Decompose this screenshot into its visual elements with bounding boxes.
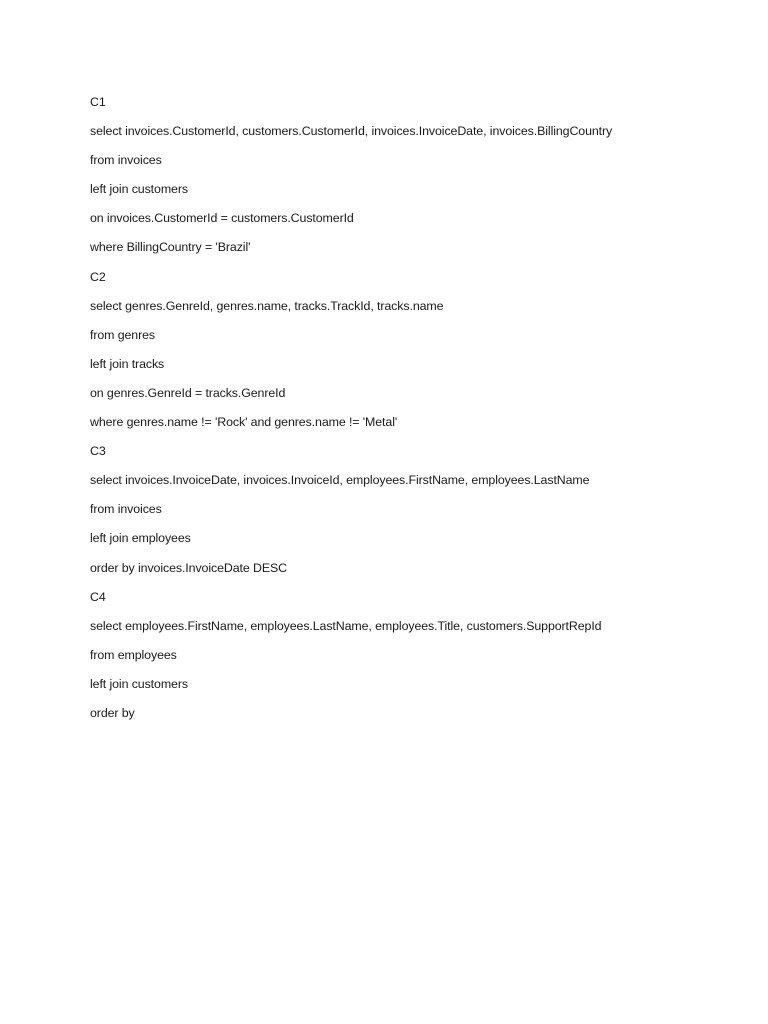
query-line: on invoices.CustomerId = customers.CustomerId (90, 211, 354, 226)
query-line: select invoices.InvoiceDate, invoices.InvoiceId, employees.FirstName, employees.LastName (90, 473, 590, 488)
section-heading-c4: C4 (90, 589, 106, 604)
query-line: select invoices.CustomerId, customers.CustomerId, invoices.InvoiceDate, invoices.BillingCountry (90, 124, 613, 139)
section-heading-c3: C3 (90, 444, 106, 459)
query-line: from invoices (90, 502, 162, 517)
query-line: order by invoices.InvoiceDate DESC (90, 560, 288, 575)
query-line: select employees.FirstName, employees.LastName, employees.Title, customers.SupportRepId (90, 618, 602, 633)
query-line: left join customers (90, 676, 188, 691)
query-line: left join customers (90, 182, 188, 197)
query-line: where genres.name != 'Rock' and genres.name != 'Metal' (90, 415, 398, 430)
query-line: on genres.GenreId = tracks.GenreId (90, 385, 286, 400)
query-line: where BillingCountry = 'Brazil' (90, 240, 251, 255)
query-line: left join tracks (90, 356, 165, 371)
query-line: left join employees (90, 531, 191, 546)
section-heading-c1: C1 (90, 95, 106, 109)
query-line: from invoices (90, 153, 162, 168)
query-line: order by (90, 705, 135, 720)
query-line: select genres.GenreId, genres.name, tracks.TrackId, tracks.name (90, 298, 444, 313)
query-line: from employees (90, 647, 177, 662)
document-body (90, 93, 710, 733)
query-line: from genres (90, 327, 156, 342)
section-heading-c2: C2 (90, 269, 106, 284)
